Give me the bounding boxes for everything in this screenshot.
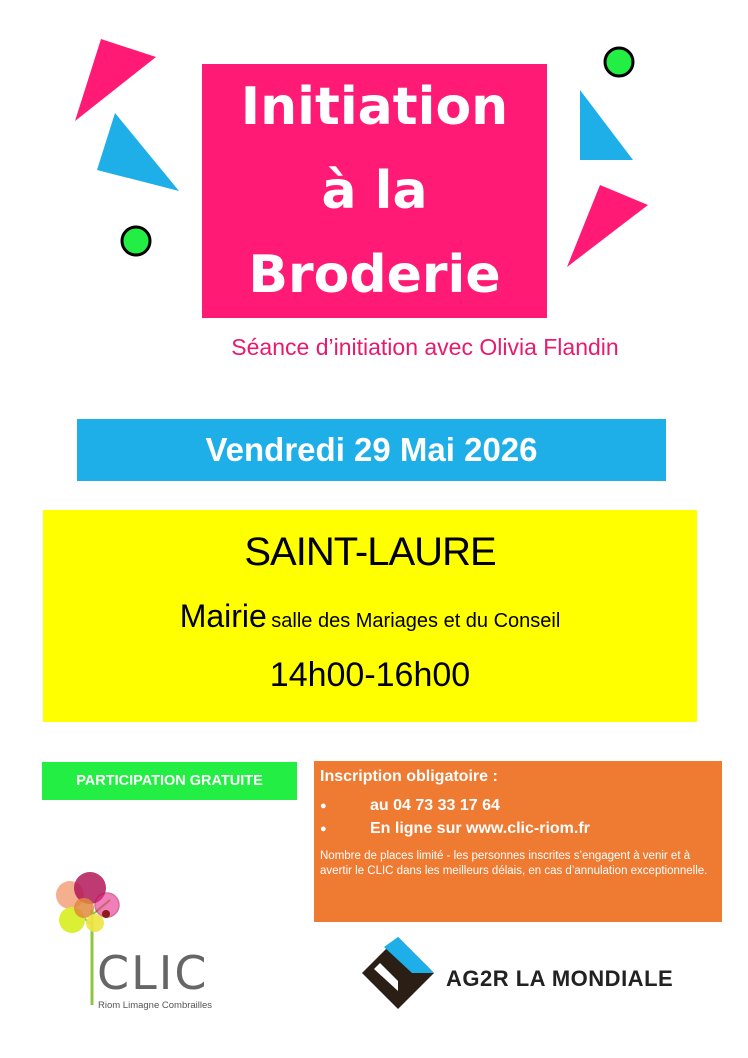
venue-detail: salle des Mariages et du Conseil [271,610,561,632]
inscription-item-web [320,820,590,838]
inscription-box [314,761,722,922]
subtitle: Séance d’initiation avec Olivia Flandin [231,334,619,360]
date-banner [77,419,666,481]
inscription-note: Nombre de places limité - les personnes inscrites s’engagent à venir et à avertir le CLIC dans les meilleurs délais, en cas d’annulation exceptionnelle. [320,850,708,877]
event-time: 14h00-16h00 [269,656,471,694]
participation-badge [42,762,297,800]
title-line-3: Broderie [248,245,501,305]
event-city: SAINT-LAURE [244,530,496,574]
title-line-2: à la [321,161,428,221]
ag2r-logo-text: AG2R LA MONDIALE [446,966,674,991]
clic-logo-subtitle: Riom Limagne Combrailles [98,1000,213,1011]
inscription-item-phone [320,797,500,815]
green-dot-right [605,48,633,76]
clic-logo-text: CLIC [97,946,209,1000]
blue-triangle-left [97,113,179,191]
inscription-phone: au 04 73 33 17 64 [370,797,500,814]
participation-label: PARTICIPATION GRATUITE [76,773,263,789]
event-venue [43,598,697,635]
green-dot-left [122,227,150,255]
venue-main: Mairie [179,598,267,634]
event-date: Vendredi 29 Mai 2026 [205,431,538,468]
bullet-icon: ● [320,822,327,835]
location-box [43,510,697,722]
blue-triangle-right [580,90,633,160]
inscription-title: Inscription obligatoire : [320,768,498,785]
pink-triangle-left [75,39,156,121]
bullet-icon: ● [320,799,327,812]
inscription-web: En ligne sur www.clic-riom.fr [370,820,590,837]
title-line-1: Initiation [240,77,509,137]
ag2r-logo-icon [360,935,440,1015]
pink-triangle-right [567,185,648,267]
title-box [202,64,547,318]
